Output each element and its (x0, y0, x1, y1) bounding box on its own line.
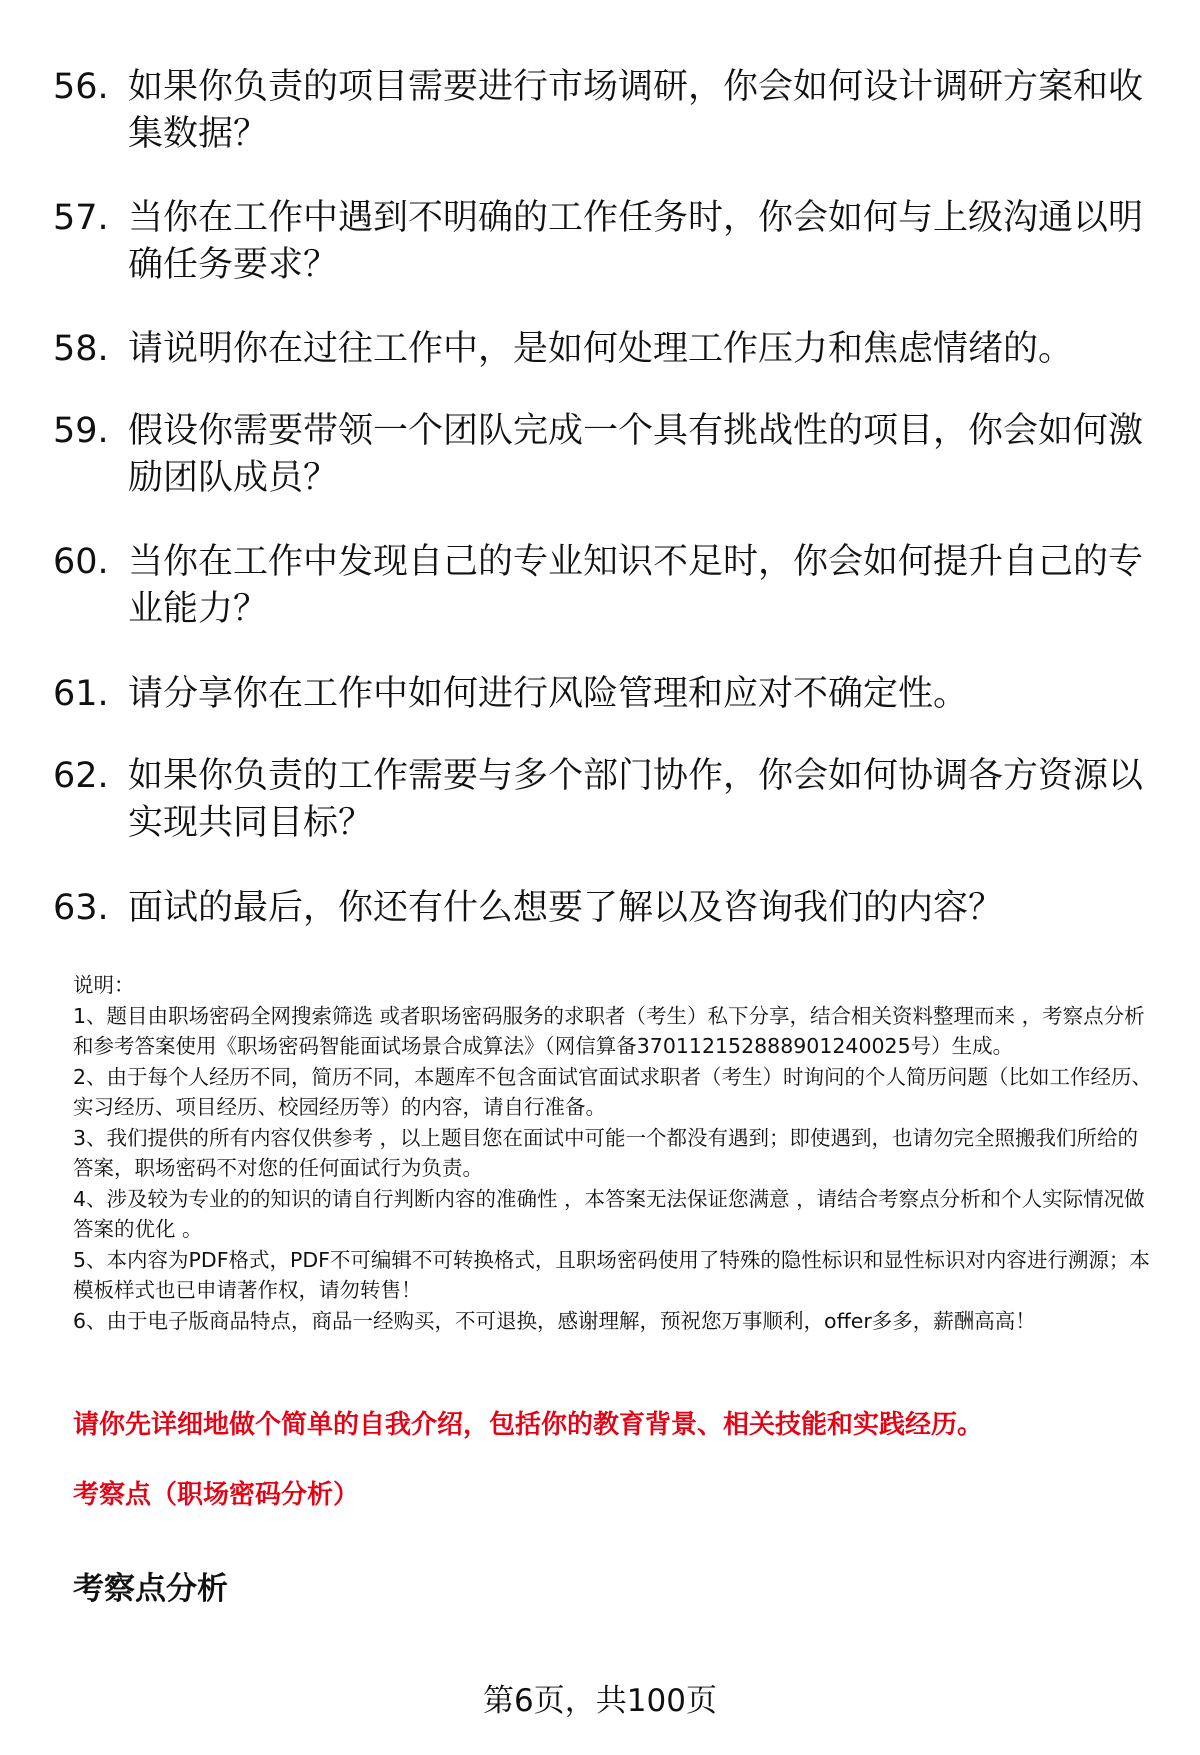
note-item: 6、由于电子版商品特点，商品一经购买，不可退换，感谢理解，预祝您万事顺利，offer多多，薪酬高高！ (73, 1308, 1036, 1333)
note-item: 5、本内容为PDF格式，PDF不可编辑不可转换格式，且职场密码使用了特殊的隐性标识和显性标识对内容进行溯源；本模板样式也已申请著作权，请勿转售！ (73, 1247, 1150, 1302)
question-item (53, 753, 1153, 847)
focus-label: 考察点（职场密码分析） (73, 1480, 360, 1510)
question-text: 请分享你在工作中如何进行风险管理和应对不确定性。 (128, 674, 969, 714)
note-item: 3、我们提供的所有内容仅供参考 ，以上题目您在面试中可能一个都没有遇到；即使遇到，也请勿完全照搬我们所给的答案，职场密码不对您的任何面试行为负责。 (73, 1125, 1139, 1180)
question-text: 如果你负责的项目需要进行市场调研，你会如何设计调研方案和收集数据？ (128, 67, 1144, 154)
question-text: 如果你负责的工作需要与多个部门协作，你会如何协调各方资源以实现共同目标？ (128, 756, 1144, 843)
question-item (53, 195, 1153, 289)
question-text: 当你在工作中发现自己的专业知识不足时，你会如何提升自己的专业能力？ (128, 542, 1144, 629)
question-text: 面试的最后，你还有什么想要了解以及咨询我们的内容？ (128, 888, 1004, 928)
question-item (53, 326, 1153, 373)
question-text: 假设你需要带领一个团队完成一个具有挑战性的项目，你会如何激励团队成员？ (128, 411, 1144, 498)
page-footer: 第6页，共100页 (483, 1683, 717, 1719)
question-text: 当你在工作中遇到不明确的工作任务时，你会如何与上级沟通以明确任务要求？ (128, 198, 1144, 285)
question-number: 58. (53, 329, 109, 369)
question-heading: 请你先详细地做个简单的自我介绍，包括你的教育背景、相关技能和实践经历。 (73, 1410, 984, 1440)
question-number: 63. (53, 888, 109, 928)
notes-title: 说明： (73, 973, 135, 997)
question-item (53, 408, 1153, 502)
analysis-heading: 考察点分析 (73, 1571, 228, 1607)
question-number: 61. (53, 674, 109, 714)
question-text: 请说明你在过往工作中，是如何处理工作压力和焦虑情绪的。 (128, 329, 1074, 369)
question-item (53, 539, 1153, 633)
question-item (53, 64, 1153, 158)
note-item: 1、题目由职场密码全网搜索筛选 或者职场密码服务的求职者（考生）私下分享，结合相关资料整理而来 ，考察点分析和参考答案使用《职场密码智能面试场景合成算法》（网信算备370112152888901240025号）生成。 (73, 1003, 1145, 1058)
question-number: 56. (53, 67, 109, 107)
note-item: 4、涉及较为专业的的知识的请自行判断内容的准确性 ，本答案无法保证您满意 ，请结合考察点分析和个人实际情况做答案的优化 。 (73, 1186, 1145, 1241)
question-item (53, 885, 1153, 932)
question-number: 62. (53, 756, 109, 796)
question-number: 57. (53, 198, 109, 238)
question-number: 60. (53, 542, 109, 582)
question-item (53, 671, 1153, 718)
notes-section (73, 970, 1153, 1336)
question-number: 59. (53, 411, 109, 451)
note-item: 2、由于每个人经历不同，简历不同，本题库不包含面试官面试求职者（考生）时询问的个人简历问题（比如工作经历、实习经历、项目经历、校园经历等）的内容，请自行准备。 (73, 1064, 1153, 1119)
